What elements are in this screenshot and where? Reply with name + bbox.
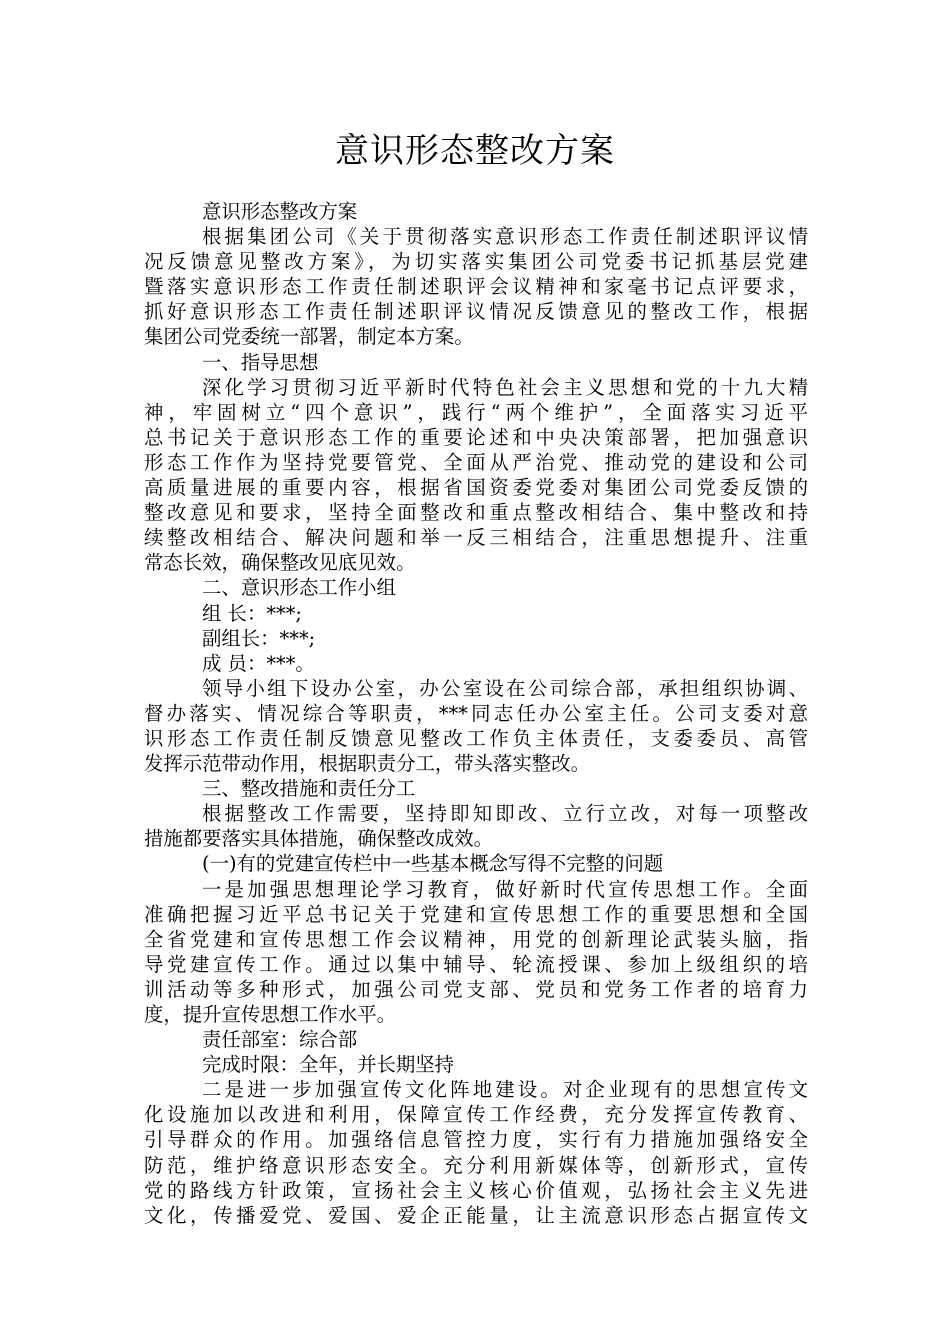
- text-line: 导党建宣传工作。通过以集中辅导、轮流授课、参加上级组织的培: [144, 952, 808, 976]
- text-line: 意识形态整改方案: [202, 200, 358, 223]
- text-line: 深化学习贯彻习近平新时代特色社会主义思想和党的十九大精: [202, 375, 808, 399]
- text-line: 根据集团公司《关于贯彻落实意识形态工作责任制述职评议情: [202, 225, 808, 249]
- text-line: 识形态工作责任制反馈意见整改工作负主体责任，支委委员、高管: [144, 726, 808, 750]
- text-line: 组 长：***;: [202, 601, 302, 625]
- text-line: 防范，维护络意识形态安全。充分利用新媒体等，创新形式，宣传: [144, 1153, 808, 1177]
- text-line: 副组长：***;: [202, 626, 316, 650]
- text-line: 三、整改措施和责任分工: [202, 777, 416, 801]
- text-line: 整改意见和要求，坚持全面整改和重点整改相结合、集中整改和持: [144, 501, 808, 525]
- text-line: 根据整改工作需要，坚持即知即改、立行立改，对每一项整改: [202, 802, 808, 826]
- text-line: 文化，传播爱党、爱国、爱企正能量，让主流意识形态占据宣传文: [144, 1203, 808, 1227]
- text-line: 暨落实意识形态工作责任制述职评会议精神和家毫书记点评要求，: [144, 275, 808, 299]
- text-line: 集团公司党委统一部署，制定本方案。: [144, 325, 474, 349]
- document-body: [144, 199, 808, 1228]
- text-line: 责任部室：综合部: [202, 1028, 358, 1052]
- text-line: 二是进一步加强宣传文化阵地建设。对企业现有的思想宣传文: [202, 1078, 808, 1102]
- text-line: 况反馈意见整改方案》，为切实落实集团公司党委书记抓基层党建: [144, 250, 808, 274]
- text-line: 神，牢固树立“四个意识”，践行“两个维护”，全面落实习近平: [144, 400, 808, 424]
- text-line: (一)有的党建宣传栏中一些基本概念写得不完整的问题: [202, 852, 664, 876]
- text-line: 一是加强思想理论学习教育，做好新时代宣传思想工作。全面: [202, 877, 808, 901]
- document-title: 意识形态整改方案: [335, 131, 615, 171]
- text-line: 准确把握习近平总书记关于党建和宣传思想工作的重要思想和全国: [144, 902, 808, 926]
- text-line: 形态工作作为坚持党要管党、全面从严治党、推动党的建设和公司: [144, 450, 808, 474]
- text-line: 总书记关于意识形态工作的重要论述和中央决策部署，把加强意识: [144, 425, 808, 449]
- text-line: 发挥示范带动作用，根据职责分工，带头落实整改。: [144, 752, 590, 776]
- text-line: 度，提升宣传思想工作水平。: [144, 1003, 397, 1026]
- text-line: 领导小组下设办公室，办公室设在公司综合部，承担组织协调、: [202, 676, 808, 700]
- text-line: 成 员：***。: [202, 651, 315, 675]
- text-line: 一、指导思想: [202, 350, 319, 374]
- text-line: 续整改相结合、解决问题和举一反三相结合，注重思想提升、注重: [144, 526, 808, 550]
- text-line: 高质量进展的重要内容，根据省国资委党委对集团公司党委反馈的: [144, 476, 808, 500]
- text-line: 措施都要落实具体措施，确保整改成效。: [144, 827, 494, 851]
- text-line: 抓好意识形态工作责任制述职评议情况反馈意见的整改工作，根据: [144, 300, 808, 324]
- text-line: 训活动等多种形式，加强公司党支部、党员和党务工作者的培育力: [144, 977, 808, 1001]
- text-line: 党的路线方针政策，宣扬社会主义核心价值观，弘扬社会主义先进: [144, 1178, 808, 1202]
- text-line: 化设施加以改进和利用，保障宣传工作经费，充分发挥宣传教育、: [144, 1103, 808, 1127]
- text-line: 完成时限：全年，并长期坚持: [202, 1053, 455, 1077]
- text-line: 常态长效，确保整改见底见效。: [144, 551, 416, 575]
- text-line: 二、意识形态工作小组: [202, 576, 396, 600]
- text-line: 督办落实、情况综合等职责，***同志任办公室主任。公司支委对意: [144, 701, 808, 725]
- text-line: 全省党建和宣传思想工作会议精神，用党的创新理论武装头脑，指: [144, 927, 808, 951]
- text-line: 引导群众的作用。加强络信息管控力度，实行有力措施加强络安全: [144, 1128, 808, 1152]
